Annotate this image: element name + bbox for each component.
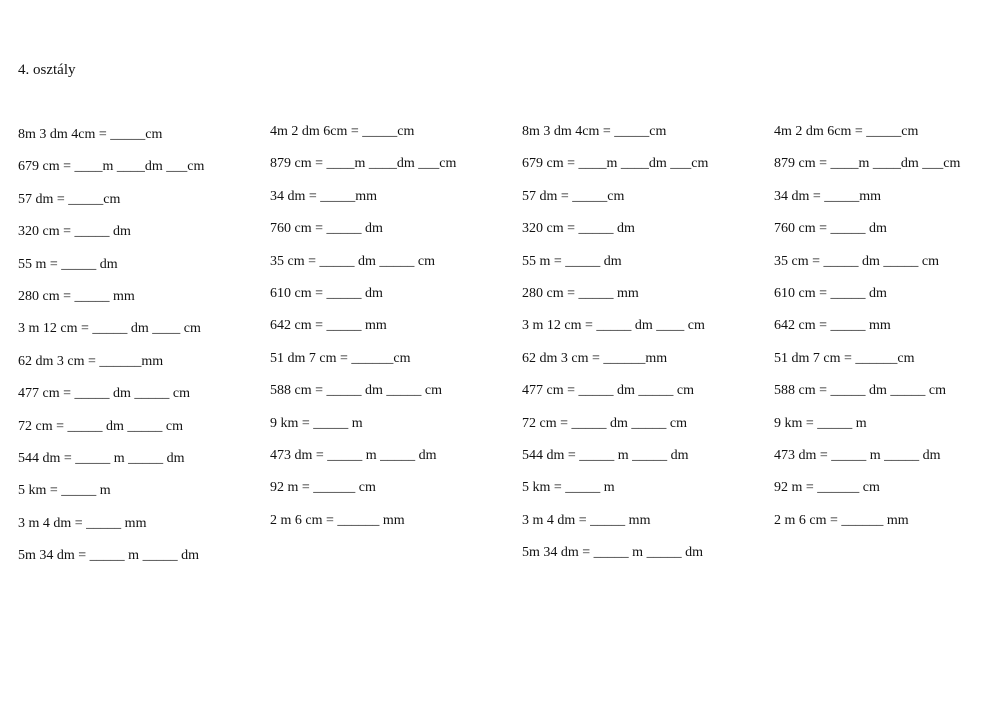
exercise-line: 8m 3 dm 4cm = _____cm (18, 127, 163, 142)
exercise-line: 5 km = _____ m (522, 480, 615, 496)
exercise-line: 2 m 6 cm = ______ mm (774, 512, 909, 528)
exercise-line: 3 m 4 dm = _____ mm (18, 515, 147, 531)
exercise-line: 3 m 4 dm = _____ mm (522, 512, 651, 528)
exercise-line: 35 cm = _____ dm _____ cm (774, 253, 939, 269)
exercise-line: 544 dm = _____ m _____ dm (18, 450, 185, 466)
exercise-line: 679 cm = ____m ____dm ___cm (18, 159, 205, 175)
exercise-line: 879 cm = ____m ____dm ___cm (270, 156, 457, 172)
exercise-line: 2 m 6 cm = ______ mm (270, 512, 405, 528)
exercise-line: 544 dm = _____ m _____ dm (522, 447, 689, 463)
exercise-line: 55 m = _____ dm (522, 253, 622, 269)
exercise-line: 57 dm = _____cm (18, 191, 121, 207)
exercise-line: 62 dm 3 cm = ______mm (522, 350, 668, 366)
exercise-line: 588 cm = _____ dm _____ cm (774, 383, 946, 399)
exercise-line: 477 cm = _____ dm _____ cm (18, 386, 190, 402)
exercise-line: 4m 2 dm 6cm = _____cm (774, 124, 919, 139)
exercise-line: 51 dm 7 cm = ______cm (270, 350, 411, 366)
exercise-column-2 (270, 123, 510, 544)
exercise-column-4 (774, 123, 1000, 544)
exercise-line: 57 dm = _____cm (522, 188, 625, 204)
exercise-line: 72 cm = _____ dm _____ cm (522, 415, 687, 431)
exercise-line: 642 cm = _____ mm (270, 318, 387, 334)
exercise-line: 610 cm = _____ dm (774, 285, 887, 301)
exercise-line: 760 cm = _____ dm (270, 221, 383, 237)
exercise-line: 4m 2 dm 6cm = _____cm (270, 124, 415, 139)
exercise-line: 92 m = ______ cm (774, 480, 880, 496)
exercise-line: 610 cm = _____ dm (270, 285, 383, 301)
exercise-line: 8m 3 dm 4cm = _____cm (522, 124, 667, 139)
exercise-line: 35 cm = _____ dm _____ cm (270, 253, 435, 269)
worksheet-heading: 4. osztály (18, 62, 76, 78)
exercise-line: 320 cm = _____ dm (522, 221, 635, 237)
exercise-line: 5 km = _____ m (18, 483, 111, 499)
exercise-line: 3 m 12 cm = _____ dm ____ cm (18, 321, 201, 337)
exercise-line: 3 m 12 cm = _____ dm ____ cm (522, 318, 705, 334)
exercise-line: 5m 34 dm = _____ m _____ dm (18, 548, 199, 564)
exercise-line: 34 dm = _____mm (270, 188, 378, 204)
exercise-line: 760 cm = _____ dm (774, 221, 887, 237)
exercise-line: 642 cm = _____ mm (774, 318, 891, 334)
exercise-line: 679 cm = ____m ____dm ___cm (522, 156, 709, 172)
exercise-line: 588 cm = _____ dm _____ cm (270, 383, 442, 399)
exercise-line: 62 dm 3 cm = ______mm (18, 353, 164, 369)
exercise-line: 473 dm = _____ m _____ dm (774, 447, 941, 463)
exercise-line: 72 cm = _____ dm _____ cm (18, 418, 183, 434)
exercise-line: 34 dm = _____mm (774, 188, 882, 204)
exercise-line: 879 cm = ____m ____dm ___cm (774, 156, 961, 172)
exercise-line: 280 cm = _____ mm (522, 285, 639, 301)
exercise-line: 477 cm = _____ dm _____ cm (522, 383, 694, 399)
exercise-line: 280 cm = _____ mm (18, 288, 135, 304)
exercise-line: 5m 34 dm = _____ m _____ dm (522, 545, 703, 561)
exercise-column-3 (522, 123, 762, 576)
exercise-line: 473 dm = _____ m _____ dm (270, 447, 437, 463)
exercise-line: 9 km = _____ m (270, 415, 363, 431)
exercise-column-1 (18, 126, 258, 579)
exercise-line: 51 dm 7 cm = ______cm (774, 350, 915, 366)
exercise-line: 9 km = _____ m (774, 415, 867, 431)
exercise-line: 92 m = ______ cm (270, 480, 376, 496)
exercise-line: 55 m = _____ dm (18, 256, 118, 272)
exercise-line: 320 cm = _____ dm (18, 224, 131, 240)
